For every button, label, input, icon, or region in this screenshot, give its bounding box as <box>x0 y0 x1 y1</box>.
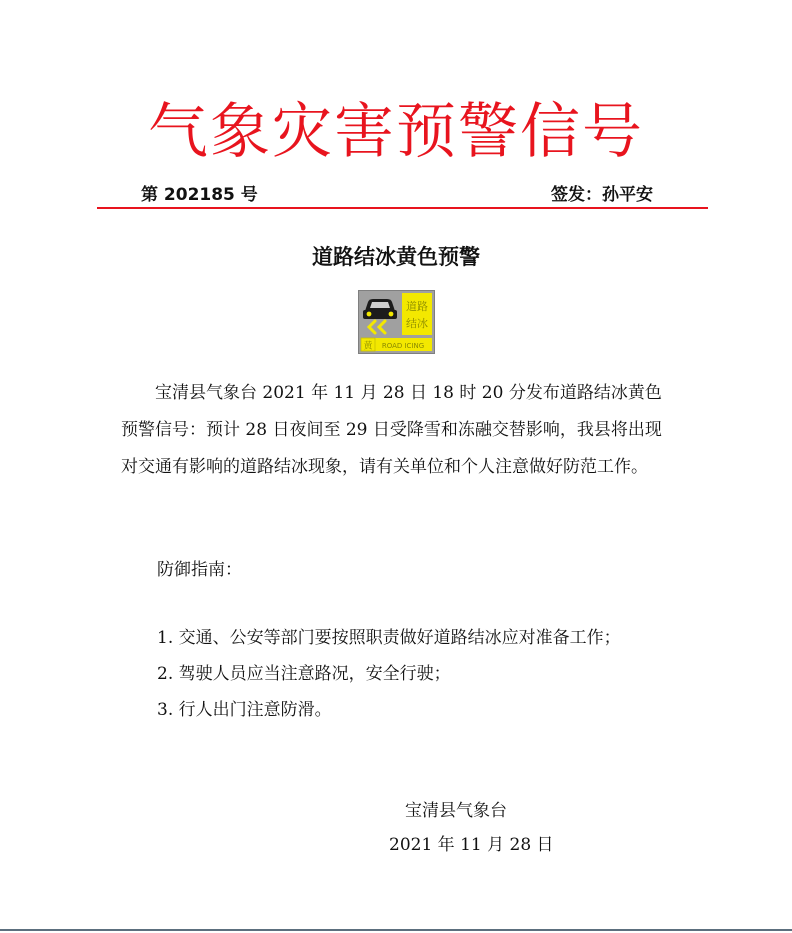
notice-body: 宝清县气象台 2021 年 11 月 28 日 18 时 20 分发布道路结冰黄色预警信号：预计 28 日夜间至 29 日受降雪和冻融交替影响，我县将出现对交通有影响的道路结冰现象，请有关单位和个人注意做好防范工作。 <box>121 383 662 477</box>
guide-title: 防御指南： <box>157 560 242 580</box>
signal-text-top: 道路结冰 <box>406 300 428 330</box>
signal-text-level: 黄 <box>363 341 373 352</box>
signer: 签发：孙平安 <box>551 185 653 205</box>
page-title: 气象灾害预警信号 <box>148 97 644 167</box>
signature-org: 宝清县气象台 <box>405 801 507 821</box>
notice-heading: 道路结冰黄色预警 <box>312 245 480 269</box>
bottom-divider <box>0 929 792 931</box>
road-icing-yellow-warning-icon <box>358 290 435 354</box>
guide-item: 3. 行人出门注意防滑。 <box>157 700 332 720</box>
signal-text-en: ROAD ICING <box>381 342 425 350</box>
guide-item: 1. 交通、公安等部门要按照职责做好道路结冰应对准备工作； <box>157 628 621 648</box>
guide-item: 2. 驾驶人员应当注意路况，安全行驶； <box>157 664 451 684</box>
issue-number: 第 202185 号 <box>141 185 258 205</box>
header-divider <box>97 207 708 209</box>
signature-date: 2021 年 11 月 28 日 <box>389 835 554 855</box>
guide-list <box>157 620 621 728</box>
car-icon <box>363 299 397 319</box>
